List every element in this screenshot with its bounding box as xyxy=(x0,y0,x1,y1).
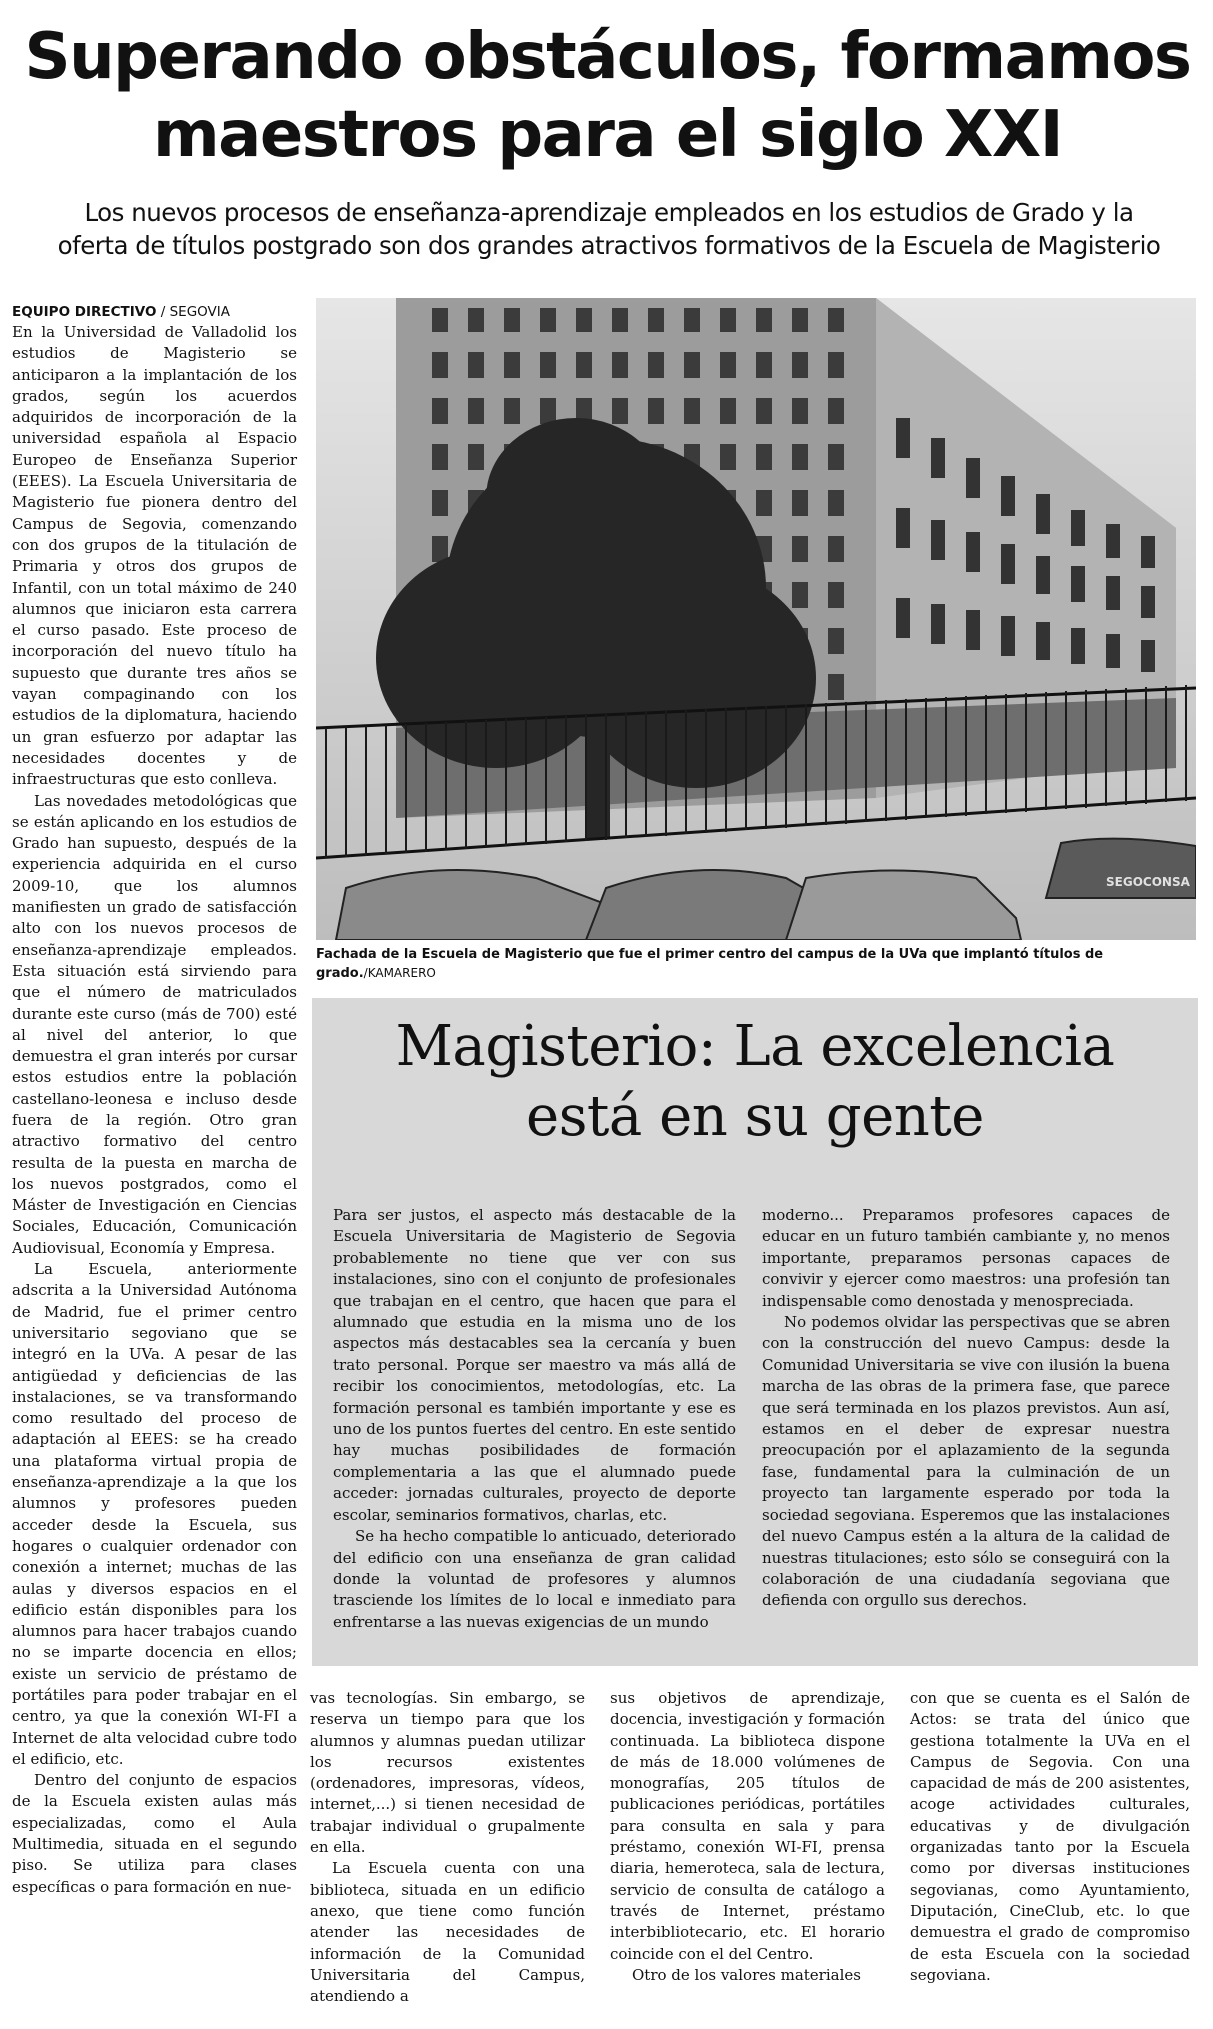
photo-caption xyxy=(316,945,1196,983)
article-paragraph: La Escuela, anteriormente adscrita a la Universidad Autónoma de Madrid, fue el primer centro universitario segoviano que se integró en la UVa. A pesar de las antigüedad y deficiencias de las instalaciones, se va transformando como resultado del proceso de adaptación al EEES: se ha creado una plataforma virtual propia de enseñanza-aprendizaje a la que los alumnos y profesores pueden acceder desde la Escuela, sus hogares o cualquier ordenador con conexión a internet; muchas de las aulas y diversos espacios en el edificio están disponibles para los alumnos para hacer trabajos cuando no se imparte docencia en ellos; existe un servicio de préstamo de portátiles para poder trabajar en el centro, ya que la conexión WI-FI a Internet de alta velocidad cubre todo el edificio, etc. xyxy=(12,1260,297,1768)
sidebar-paragraph: moderno... Preparamos profesores capaces de educar en un futuro también cambiante y, no menos importante, preparamos personas capaces de convivir y ejercer como maestros: una profesión tan indispensable como denostada y menospreciada. xyxy=(762,1206,1170,1310)
article-column-1 xyxy=(12,322,297,1898)
article-column-2 xyxy=(310,1688,585,2007)
article-paragraph: sus objetivos de aprendizaje, docencia, investigación y formación continuada. La biblioteca dispone de más de 18.000 volúmenes de monografías, 205 títulos de publicaciones periódicas, portátiles para consulta en sala y para préstamo, conexión WI-FI, prensa diaria, hemeroteca, sala de lectura, servicio de consulta de catálogo a través de Internet, préstamo interbibliotecario, etc. El horario coincide con el del Centro. xyxy=(610,1689,885,1963)
article-paragraph: vas tecnologías. Sin embargo, se reserva un tiempo para que los alumnos y alumnas puedan utilizar los recursos existentes (ordenadores, impresoras, vídeos, internet,...) si tienen necesidad de trabajar individual o grupalmente en ella. xyxy=(310,1689,585,1857)
sidebar-title-line-2: está en su gente xyxy=(526,1084,984,1149)
car-plate-text: SEGOCONSA xyxy=(1106,875,1190,889)
article-column-4 xyxy=(910,1688,1190,1986)
article-paragraph: La Escuela cuenta con una biblioteca, situada en un edificio anexo, que tiene como función atender las necesidades de información de la Comunidad Universitaria del Campus, atendiendo a xyxy=(310,1859,585,2006)
article-paragraph: Otro de los valores materiales xyxy=(632,1965,861,1984)
sidebar-column-1 xyxy=(333,1205,736,1633)
headline-line-1: Superando obstáculos, formamos xyxy=(24,20,1191,94)
subheadline xyxy=(14,196,1204,262)
article-paragraph: con que se cuenta es el Salón de Actos: se trata del único que gestiona totalmente la UVa en el Campus de Segovia. Con una capacidad de más de 200 asistentes, acoge actividades culturales, educativas y de divulgación organizadas tanto por la Escuela como por diversas instituciones segovianas, como Ayuntamiento, Diputación, CineClub, etc. lo que demuestra el grado de compromiso de esta Escuela con la sociedad segoviana. xyxy=(910,1689,1190,1984)
sidebar-title-line-1: Magisterio: La excelencia xyxy=(395,1014,1115,1079)
subheadline-line-2: oferta de títulos postgrado son dos grandes atractivos formativos de la Escuela de Magisterio xyxy=(57,231,1161,260)
sidebar-paragraph: Para ser justos, el aspecto más destacable de la Escuela Universitaria de Magisterio de Segovia probablemente no tiene que ver con sus instalaciones, sino con el conjunto de profesionales que trabajan en el centro, que hacen que para el alumnado que estudia en la misma uno de los aspectos más destacables sea la cercanía y buen trato personal. Porque ser maestro va más allá de recibir los conocimientos, metodologías, etc. La formación personal es también importante y ese es uno de los puntos fuertes del centro. En este sentido hay muchas posibilidades de formación complementaria a las que el alumnado puede acceder: jornadas culturales, proyecto de deporte escolar, seminarios formativos, charlas, etc. xyxy=(333,1206,736,1524)
byline-author: EQUIPO DIRECTIVO xyxy=(12,304,157,320)
article-paragraph: Dentro del conjunto de espacios de la Escuela existen aulas más especializadas, como el Aula Multimedia, situada en el segundo piso. Se utiliza para clases específicas o para formación en nue- xyxy=(12,1771,297,1896)
article-column-3 xyxy=(610,1688,885,1986)
byline xyxy=(12,302,297,322)
sidebar-paragraph: No podemos olvidar las perspectivas que se abren con la construcción del nuevo Campus: desde la Comunidad Universitaria se vive con ilusión la buena marcha de las obras de la primera fase, que parece que será terminada en los plazos previstos. Aun así, estamos en el deber de expresar nuestra preocupación por el aplazamiento de la segunda fase, fundamental para la culminación de un proyecto tan largamente esperado por toda la sociedad segoviana. Esperemos que las instalaciones del nuevo Campus estén a la altura de la calidad de nuestras titulaciones; esto sólo se conseguirá con la colaboración de una ciudadanía segoviana que defienda con orgullo sus derechos. xyxy=(762,1313,1170,1610)
sidebar-column-2 xyxy=(762,1205,1170,1612)
sidebar-paragraph: Se ha hecho compatible lo anticuado, deteriorado del edificio con una enseñanza de gran calidad donde la voluntad de profesores y alumnos trasciende los límites de lo local e inmediato para enfrentarse a las nuevas exigencias de un mundo xyxy=(333,1527,736,1631)
headline-line-2: maestros para el siglo XXI xyxy=(152,98,1063,172)
building-photo xyxy=(316,298,1196,940)
building-photo-illustration xyxy=(316,298,1196,940)
article-paragraph: Las novedades metodológicas que se están aplicando en los estudios de Grado han supuesto, después de la experiencia adquirida en el curso 2009-10, que los alumnos manifiesten un grado de satisfacción alto con los nuevos procesos de enseñanza-aprendizaje empleados. Esta situación está sirviendo para que el número de matriculados durante este curso (más de 700) esté al nivel del anterior, lo que demuestra el gran interés por cursar estos estudios entre la población castellano-leonesa e incluso desde fuera de la región. Otro gran atractivo formativo del centro resulta de la puesta en marcha de los nuevos postgrados, como el Máster de Investigación en Ciencias Sociales, Educación, Comunicación Audiovisual, Economía y Empresa. xyxy=(12,791,297,1257)
article-paragraph: En la Universidad de Valladolid los estudios de Magisterio se anticiparon a la implantación de los grados, según los acuerdos adquiridos de incorporación de la universidad española al Espacio Europeo de Enseñanza Superior (EEES). La Escuela Universitaria de Magisterio fue pionera dentro del Campus de Segovia, comenzando con dos grupos de la titulación de Primaria y otros dos grupos de Infantil, con un total máximo de 240 alumnos que iniciaron esta carrera el curso pasado. Este proceso de incorporación del nuevo título ha supuesto que durante tres años se vayan compaginando con los estudios de la diplomatura, haciendo un gran esfuerzo por adaptar las necesidades docentes y de infraestructuras que esto conlleva. xyxy=(12,323,297,789)
photo-credit: /KAMARERO xyxy=(363,966,436,980)
headline xyxy=(20,18,1195,174)
byline-separator: / xyxy=(160,304,166,320)
subheadline-line-1: Los nuevos procesos de enseñanza-aprendizaje empleados en los estudios de Grado y la xyxy=(84,198,1134,227)
byline-place: SEGOVIA xyxy=(169,304,230,320)
photo-caption-text: Fachada de la Escuela de Magisterio que fue el primer centro del campus de la UVa que implantó títulos de grado. xyxy=(316,947,1104,981)
sidebar-title xyxy=(312,1012,1198,1152)
